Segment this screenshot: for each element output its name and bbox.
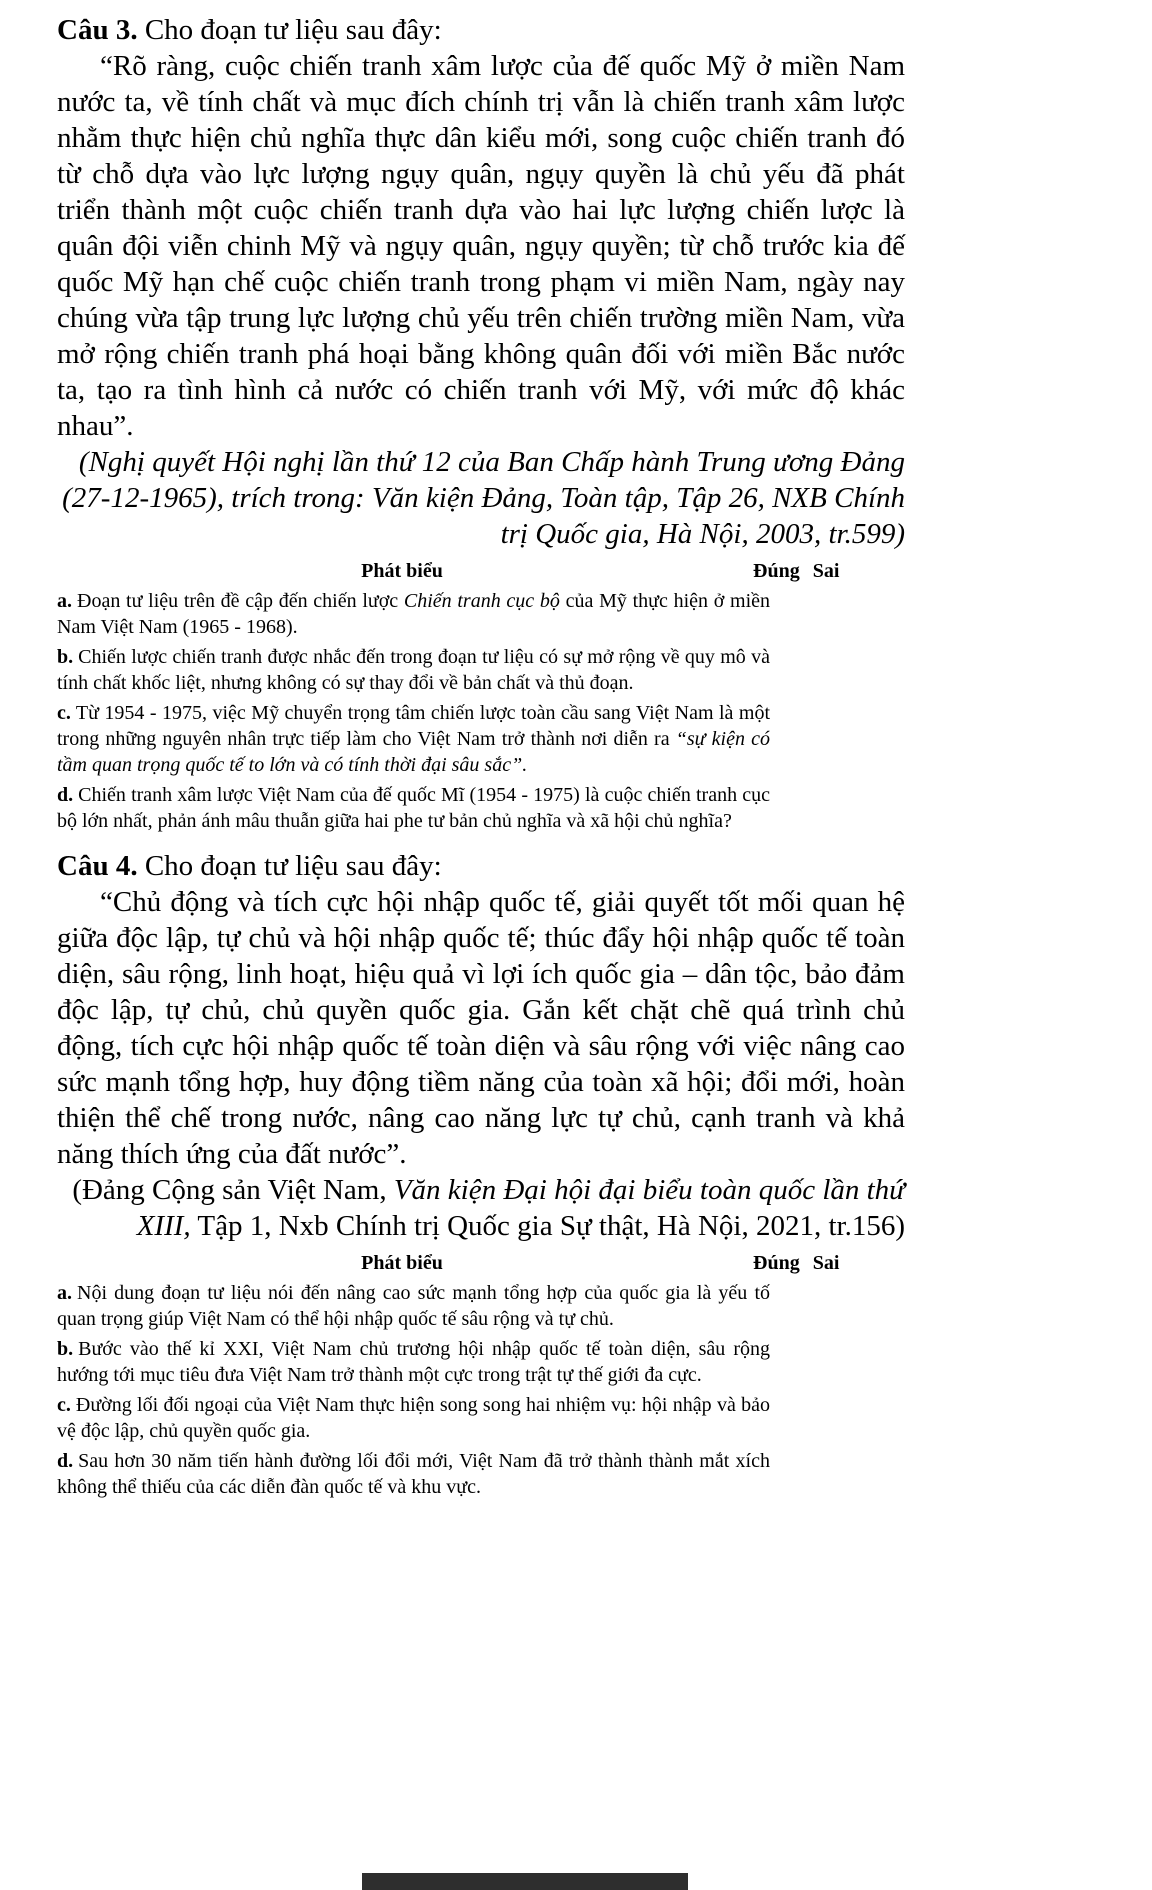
statement-text: Đường lối đối ngoại của Việt Nam thực hiện song song hai nhiệm vụ: hội nhập và bảo vệ độc lập, chủ quyền quốc gia. bbox=[57, 1394, 770, 1442]
question-3-statement-d bbox=[57, 782, 770, 834]
question-4-statement-c bbox=[57, 1392, 770, 1444]
question-3-statement-b bbox=[57, 644, 770, 696]
question-3-section bbox=[57, 12, 1152, 834]
statement-text: Chiến lược chiến tranh được nhắc đến trong đoạn tư liệu có sự mở rộng về quy mô và tính chất khốc liệt, nhưng không có sự thay đổi về bản chất và thủ đoạn. bbox=[57, 646, 770, 694]
statement-text: Bước vào thế kỉ XXI, Việt Nam chủ trương hội nhập quốc tế toàn diện, sâu rộng hướng tới mục tiêu đưa Việt Nam trở thành một cực trong trật tự thế giới đa cực. bbox=[57, 1338, 770, 1386]
question-3-intro: Cho đoạn tư liệu sau đây: bbox=[137, 14, 442, 46]
question-3-statement-c bbox=[57, 700, 770, 778]
question-4-table-header bbox=[57, 1250, 905, 1276]
statement-key: b. bbox=[57, 646, 74, 668]
statement-text: Từ 1954 - 1975, việc Mỹ chuyển trọng tâm chiến lược toàn cầu sang Việt Nam là một trong những nguyên nhân trực tiếp làm cho Việt Nam trở thành nơi diễn ra “sự kiện có tầm quan trọng quốc tế to lớn và có tính thời đại sâu sắc”. bbox=[57, 702, 770, 776]
false-column-header: Sai bbox=[812, 560, 840, 582]
question-3-citation: (Nghị quyết Hội nghị lần thứ 12 của Ban Chấp hành Trung ương Đảng (27-12-1965), trích trong: Văn kiện Đảng, Toàn tập, Tập 26, NXB Chính trị Quốc gia, Hà Nội, 2003, tr.599) bbox=[62, 446, 905, 550]
true-column-header: Đúng bbox=[753, 560, 800, 582]
statement-key: a. bbox=[57, 1282, 72, 1304]
statement-key: c. bbox=[57, 1394, 71, 1416]
statement-key: d. bbox=[57, 784, 74, 806]
statement-key: d. bbox=[57, 1450, 74, 1472]
question-4-statement-d bbox=[57, 1448, 770, 1500]
statement-text: Chiến tranh xâm lược Việt Nam của đế quốc Mĩ (1954 - 1975) là cuộc chiến tranh cục bộ lớn nhất, phản ánh mâu thuẫn giữa hai phe tư bản chủ nghĩa và xã hội chủ nghĩa? bbox=[57, 784, 770, 832]
question-4-quote: “Chủ động và tích cực hội nhập quốc tế, giải quyết tốt mối quan hệ giữa độc lập, tự chủ và hội nhập quốc tế; thúc đẩy hội nhập quốc tế toàn diện, sâu rộng, linh hoạt, hiệu quả vì lợi ích quốc gia – dân tộc, bảo đảm độc lập, tự chủ, chủ quyền quốc gia. Gắn kết chặt chẽ quá trình chủ động, tích cực hội nhập quốc tế toàn diện và sâu rộng với việc nâng cao sức mạnh tổng hợp, huy động tiềm năng của toàn xã hội; đổi mới, hoàn thiện thể chế trong nước, nâng cao năng lực tự chủ, cạnh tranh và khả năng thích ứng của đất nước”. bbox=[57, 886, 905, 1170]
question-4-statement-a bbox=[57, 1280, 770, 1332]
statement-key: c. bbox=[57, 702, 71, 724]
true-column-header: Đúng bbox=[753, 1252, 800, 1274]
question-3-heading bbox=[57, 12, 905, 48]
false-column-header: Sai bbox=[812, 1252, 840, 1274]
question-4-number: Câu 4. bbox=[57, 850, 138, 882]
statement-key: a. bbox=[57, 590, 72, 612]
statement-text: Nội dung đoạn tư liệu nói đến nâng cao sức mạnh tổng hợp của quốc gia là yếu tố quan trọng giúp Việt Nam có thể hội nhập quốc tế sâu rộng và tự chủ. bbox=[57, 1282, 770, 1330]
true-false-column-headers bbox=[753, 1250, 839, 1276]
question-4-citation: (Đảng Cộng sản Việt Nam, Văn kiện Đại hội đại biểu toàn quốc lần thứ XIII, Tập 1, Nxb Chính trị Quốc gia Sự thật, Hà Nội, 2021, tr.156) bbox=[72, 1174, 905, 1242]
statement-text: Đoạn tư liệu trên đề cập đến chiến lược Chiến tranh cục bộ của Mỹ thực hiện ở miền Nam Việt Nam (1965 - 1968). bbox=[57, 590, 770, 638]
question-4-heading bbox=[57, 848, 905, 884]
question-3-table-header bbox=[57, 558, 905, 584]
question-4-intro: Cho đoạn tư liệu sau đây: bbox=[137, 850, 442, 882]
question-4-statement-b bbox=[57, 1336, 770, 1388]
statement-column-header: Phát biểu bbox=[361, 1252, 443, 1274]
question-3-statement-a bbox=[57, 588, 770, 640]
question-3-number: Câu 3. bbox=[57, 14, 138, 46]
statement-text: Sau hơn 30 năm tiến hành đường lối đổi mới, Việt Nam đã trở thành thành mắt xích không thể thiếu của các diễn đàn quốc tế và khu vực. bbox=[57, 1450, 770, 1498]
statement-column-header: Phát biểu bbox=[361, 560, 443, 582]
true-false-column-headers bbox=[753, 558, 839, 584]
question-4-section bbox=[57, 848, 1152, 1500]
bottom-dark-bar bbox=[362, 1873, 688, 1890]
statement-key: b. bbox=[57, 1338, 74, 1360]
question-3-quote: “Rõ ràng, cuộc chiến tranh xâm lược của đế quốc Mỹ ở miền Nam nước ta, về tính chất và mục đích chính trị vẫn là chiến tranh xâm lược nhằm thực hiện chủ nghĩa thực dân kiểu mới, song cuộc chiến tranh đó từ chỗ dựa vào lực lượng ngụy quân, ngụy quyền là chủ yếu đã phát triển thành một cuộc chiến tranh dựa vào hai lực lượng chiến lược là quân đội viễn chinh Mỹ và ngụy quân, ngụy quyền; từ chỗ trước kia đế quốc Mỹ hạn chế cuộc chiến tranh trong phạm vi miền Nam, ngày nay chúng vừa tập trung lực lượng chủ yếu trên chiến trường miền Nam, vừa mở rộng chiến tranh phá hoại bằng không quân đối với miền Bắc nước ta, tạo ra tình hình cả nước có chiến tranh với Mỹ, với mức độ khác nhau”. bbox=[57, 50, 905, 442]
